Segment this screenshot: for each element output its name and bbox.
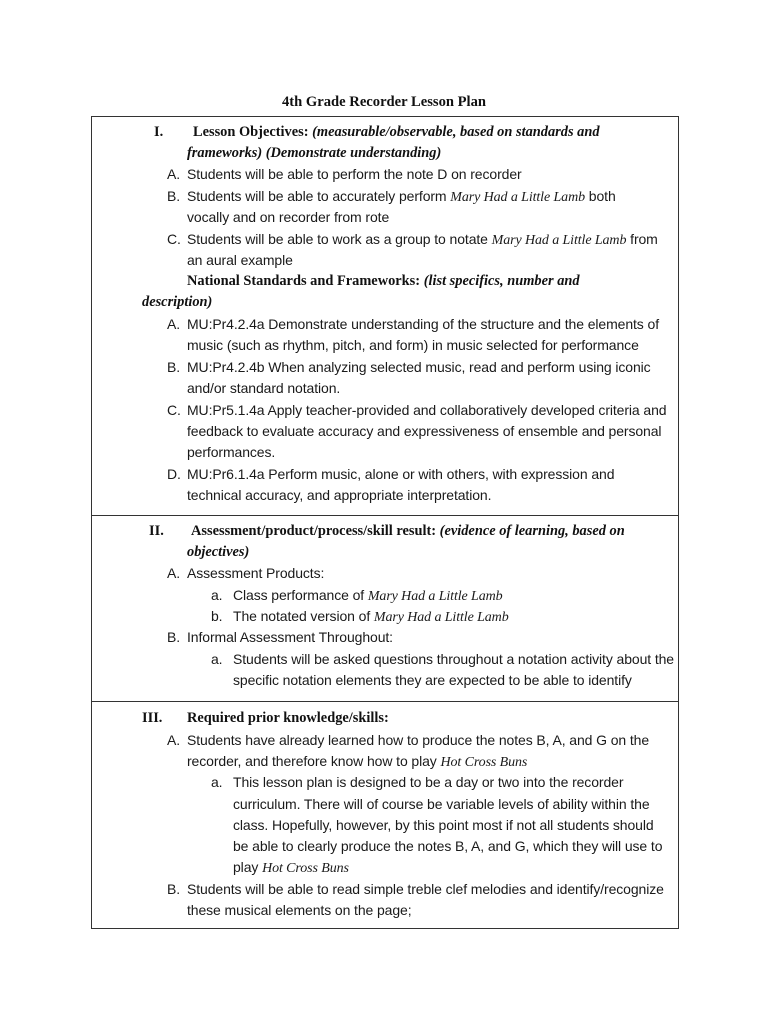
list-marker: B.	[167, 881, 181, 897]
prior-knowledge-sub-item-continued: curriculum. There will of course be variable levels of ability within the	[233, 796, 650, 812]
section-heading-continued: objectives)	[187, 544, 250, 560]
assessment-item: Assessment Products:	[187, 565, 325, 581]
section-lesson-objectives	[92, 117, 678, 515]
list-marker: B.	[167, 188, 181, 204]
assessment-sub-item: The notated version of Mary Had a Little Lamb	[233, 608, 509, 625]
objective-item-continued: an aural example	[187, 252, 293, 268]
section-numeral: II.	[149, 523, 164, 539]
list-marker: D.	[167, 466, 181, 482]
lesson-plan-table	[91, 116, 679, 929]
standard-item: MU:Pr4.2.4b When analyzing selected music, read and perform using iconic	[187, 359, 651, 375]
sub-list-marker: b.	[211, 608, 223, 624]
section-heading: Assessment/product/process/skill result: (evidence of learning, based on	[191, 523, 625, 539]
objective-item: Students will be able to perform the note D on recorder	[187, 166, 522, 182]
standard-item-continued: music (such as rhythm, pitch, and form) in music selected for performance	[187, 337, 639, 353]
prior-knowledge-sub-item-continued: play Hot Cross Buns	[233, 859, 349, 876]
prior-knowledge-item-continued: recorder, and therefore know how to play Hot Cross Buns	[187, 753, 528, 770]
list-marker: A.	[167, 732, 181, 748]
section-prior-knowledge	[92, 701, 678, 928]
assessment-sub-item: Students will be asked questions throughout a notation activity about the	[233, 651, 674, 667]
standard-item: MU:Pr6.1.4a Perform music, alone or with others, with expression and	[187, 466, 615, 482]
sub-list-marker: a.	[211, 587, 223, 603]
standards-heading: National Standards and Frameworks: (list specifics, number and	[187, 273, 580, 289]
assessment-sub-item: Class performance of Mary Had a Little Lamb	[233, 587, 503, 604]
document-title: 4th Grade Recorder Lesson Plan	[281, 94, 487, 110]
section-numeral: I.	[154, 124, 164, 140]
list-marker: A.	[167, 565, 181, 581]
list-marker: A.	[167, 166, 181, 182]
list-marker: C.	[167, 231, 181, 247]
list-marker: B.	[167, 359, 181, 375]
prior-knowledge-item-continued: these musical elements on the page;	[187, 902, 412, 918]
section-numeral: III.	[142, 710, 163, 726]
prior-knowledge-item: Students have already learned how to produce the notes B, A, and G on the	[187, 732, 650, 748]
prior-knowledge-sub-item: This lesson plan is designed to be a day or two into the recorder	[233, 774, 624, 790]
standard-item-continued: feedback to evaluate accuracy and expressiveness of ensemble and personal	[187, 423, 662, 439]
prior-knowledge-sub-item-continued: be able to clearly produce the notes B, A, and G, which they will use to	[233, 838, 663, 854]
standard-item: MU:Pr5.1.4a Apply teacher-provided and collaboratively developed criteria and	[187, 402, 667, 418]
assessment-sub-item-continued: specific notation elements they are expected to be able to identify	[233, 672, 632, 688]
list-marker: A.	[167, 316, 181, 332]
assessment-item: Informal Assessment Throughout:	[187, 629, 393, 645]
objective-item: Students will be able to work as a group to notate Mary Had a Little Lamb from	[187, 231, 658, 248]
list-marker: C.	[167, 402, 181, 418]
list-marker: B.	[167, 629, 181, 645]
section-heading: Required prior knowledge/skills:	[187, 710, 389, 726]
prior-knowledge-sub-item-continued: class. Hopefully, however, by this point most if not all students should	[233, 817, 654, 833]
standards-heading-continued: description)	[142, 294, 213, 310]
sub-list-marker: a.	[211, 774, 223, 790]
standard-item-continued: performances.	[187, 444, 276, 460]
objective-item-continued: vocally and on recorder from rote	[187, 209, 390, 225]
standard-item-continued: and/or standard notation.	[187, 380, 341, 396]
section-heading: Lesson Objectives: (measurable/observable, based on standards and	[193, 124, 600, 140]
sub-list-marker: a.	[211, 651, 223, 667]
objective-item: Students will be able to accurately perform Mary Had a Little Lamb both	[187, 188, 616, 205]
section-heading-continued: frameworks) (Demonstrate understanding)	[187, 145, 442, 161]
standard-item: MU:Pr4.2.4a Demonstrate understanding of the structure and the elements of	[187, 316, 659, 332]
prior-knowledge-item: Students will be able to read simple treble clef melodies and identify/recognize	[187, 881, 664, 897]
standard-item-continued: technical accuracy, and appropriate interpretation.	[187, 487, 492, 503]
section-assessment	[92, 515, 678, 701]
